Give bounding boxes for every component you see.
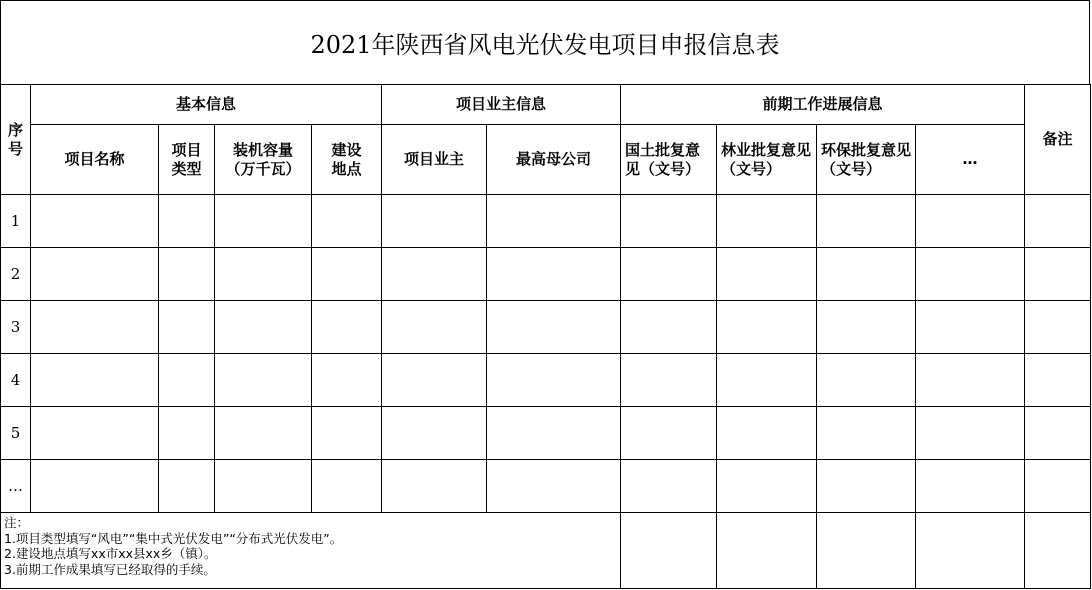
cell[interactable] [159, 354, 215, 407]
cell[interactable] [916, 195, 1025, 248]
header-env-approval: 环保批复意见（文号） [817, 125, 916, 195]
note-line: 1.项目类型填写“风电”“集中式光伏发电”“分布式光伏发电”。 [4, 530, 343, 546]
notes-row [1, 513, 1091, 589]
cell[interactable] [31, 301, 159, 354]
header-seq: 序号 [1, 85, 31, 195]
cell[interactable] [717, 354, 817, 407]
cell[interactable] [717, 248, 817, 301]
row-index: … [1, 460, 31, 513]
header-remarks: 备注 [1025, 85, 1091, 195]
cell[interactable] [487, 301, 621, 354]
cell[interactable] [31, 354, 159, 407]
cell[interactable] [159, 248, 215, 301]
cell[interactable] [1025, 195, 1091, 248]
cell[interactable] [487, 407, 621, 460]
cell[interactable] [717, 513, 817, 589]
row-index: 5 [1, 407, 31, 460]
cell[interactable] [159, 195, 215, 248]
cell[interactable] [717, 460, 817, 513]
page-title: 2021年陕西省风电光伏发电项目申报信息表 [0, 0, 1090, 84]
cell[interactable] [487, 195, 621, 248]
row-index: 2 [1, 248, 31, 301]
cell[interactable] [159, 460, 215, 513]
row-index: 1 [1, 195, 31, 248]
cell[interactable] [621, 354, 717, 407]
cell[interactable] [215, 354, 312, 407]
cell[interactable] [817, 354, 916, 407]
cell[interactable] [817, 301, 916, 354]
header-project-type: 项目类型 [159, 125, 215, 195]
cell[interactable] [717, 301, 817, 354]
cell[interactable] [817, 460, 916, 513]
note-line: 2.建设地点填写xx市xx县xx乡（镇）。 [4, 546, 217, 561]
cell[interactable] [159, 407, 215, 460]
cell[interactable] [1025, 407, 1091, 460]
cell[interactable] [621, 407, 717, 460]
cell[interactable] [717, 407, 817, 460]
header-capacity: 装机容量（万千瓦） [215, 125, 312, 195]
cell[interactable] [817, 248, 916, 301]
cell[interactable] [717, 195, 817, 248]
cell[interactable] [1025, 513, 1091, 589]
header-forest-approval: 林业批复意见（文号） [717, 125, 817, 195]
cell[interactable] [382, 354, 487, 407]
header-progress-info: 前期工作进展信息 [621, 85, 1025, 125]
header-location: 建设地点 [312, 125, 382, 195]
header-owner-info: 项目业主信息 [382, 85, 621, 125]
cell[interactable] [1025, 248, 1091, 301]
cell[interactable] [1025, 460, 1091, 513]
cell[interactable] [487, 248, 621, 301]
header-owner: 项目业主 [382, 125, 487, 195]
notes-cell [1, 513, 621, 589]
table-row [1, 301, 1091, 354]
cell[interactable] [215, 460, 312, 513]
table-row [1, 460, 1091, 513]
cell[interactable] [312, 301, 382, 354]
declaration-table [0, 84, 1091, 589]
cell[interactable] [215, 301, 312, 354]
cell[interactable] [621, 195, 717, 248]
cell[interactable] [312, 407, 382, 460]
cell[interactable] [817, 513, 916, 589]
cell[interactable] [312, 195, 382, 248]
table-row [1, 407, 1091, 460]
cell[interactable] [916, 301, 1025, 354]
cell[interactable] [817, 407, 916, 460]
table-row [1, 248, 1091, 301]
header-project-name: 项目名称 [31, 125, 159, 195]
header-parent-company: 最高母公司 [487, 125, 621, 195]
note-line: 3.前期工作成果填写已经取得的手续。 [4, 561, 216, 577]
cell[interactable] [215, 407, 312, 460]
cell[interactable] [382, 460, 487, 513]
cell[interactable] [621, 513, 717, 589]
cell[interactable] [621, 248, 717, 301]
cell[interactable] [916, 407, 1025, 460]
row-index: 4 [1, 354, 31, 407]
cell[interactable] [312, 460, 382, 513]
header-more: … [916, 125, 1025, 195]
cell[interactable] [1025, 354, 1091, 407]
cell[interactable] [1025, 301, 1091, 354]
cell[interactable] [817, 195, 916, 248]
cell[interactable] [31, 248, 159, 301]
cell[interactable] [312, 248, 382, 301]
cell[interactable] [621, 460, 717, 513]
table-row [1, 354, 1091, 407]
cell[interactable] [382, 301, 487, 354]
cell[interactable] [382, 195, 487, 248]
cell[interactable] [31, 460, 159, 513]
cell[interactable] [487, 460, 621, 513]
cell[interactable] [312, 354, 382, 407]
cell[interactable] [621, 301, 717, 354]
cell[interactable] [31, 195, 159, 248]
cell[interactable] [487, 354, 621, 407]
cell[interactable] [916, 460, 1025, 513]
cell[interactable] [916, 513, 1025, 589]
cell[interactable] [215, 248, 312, 301]
cell[interactable] [382, 407, 487, 460]
row-index: 3 [1, 301, 31, 354]
cell[interactable] [916, 354, 1025, 407]
cell[interactable] [159, 301, 215, 354]
cell[interactable] [31, 407, 159, 460]
header-land-approval: 国土批复意见（文号） [621, 125, 717, 195]
cell[interactable] [916, 248, 1025, 301]
header-basic-info: 基本信息 [31, 85, 382, 125]
note-heading: 注： [4, 515, 30, 530]
table-row [1, 195, 1091, 248]
cell[interactable] [215, 195, 312, 248]
cell[interactable] [382, 248, 487, 301]
